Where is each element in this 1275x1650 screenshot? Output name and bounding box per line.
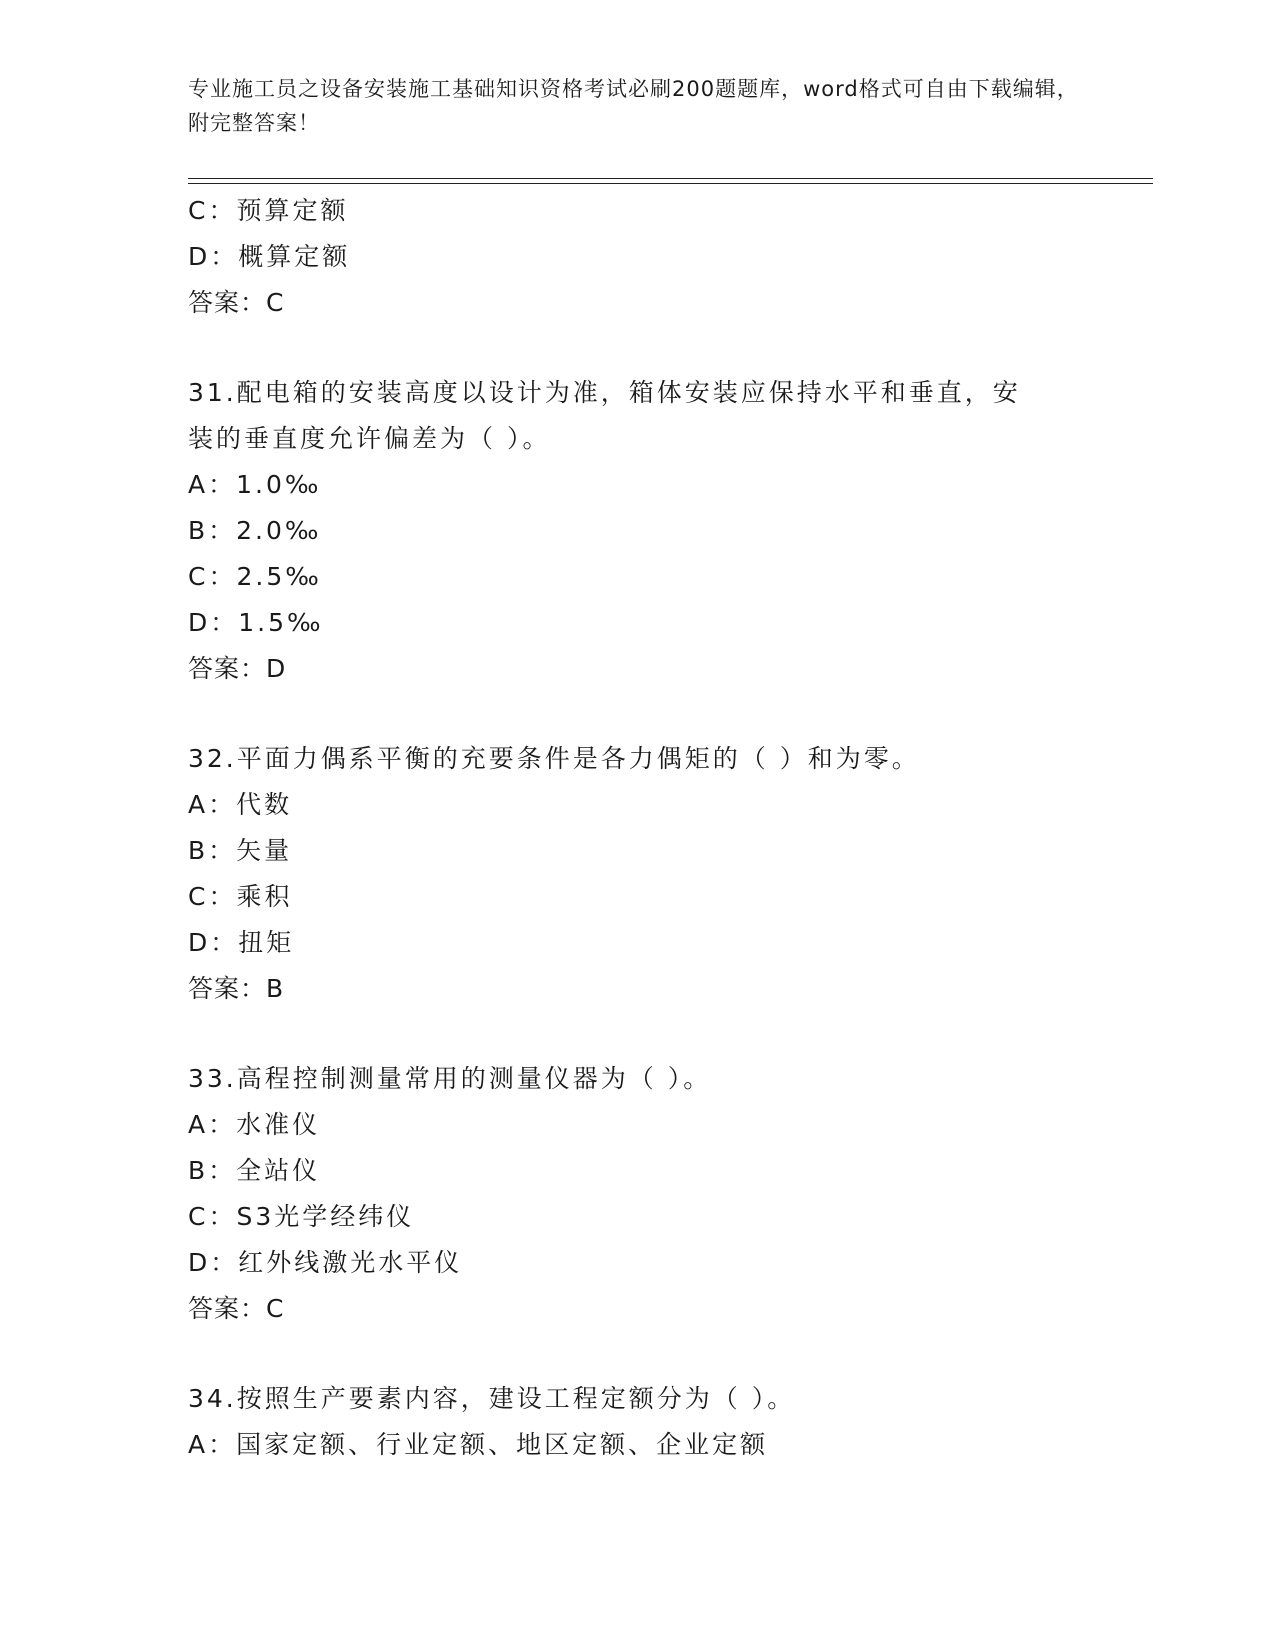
option-key: C： — [188, 562, 237, 591]
header-rule-top — [188, 178, 1153, 179]
option-text: 矢量 — [236, 836, 293, 865]
option-text: 红外线激光水平仪 — [238, 1248, 463, 1277]
option-key: B： — [188, 836, 237, 865]
option-key: C： — [188, 1202, 237, 1231]
option-text: 预算定额 — [236, 196, 349, 225]
option-key: A： — [188, 790, 237, 819]
header-rule-bottom — [188, 183, 1153, 184]
question-stem-32: 32.平面力偶系平衡的充要条件是各力偶矩的（ ）和为零。 — [188, 744, 920, 773]
option-b — [188, 828, 1148, 874]
option-a — [188, 1422, 1148, 1468]
option-text: 扭矩 — [238, 928, 295, 957]
option-key: D： — [188, 242, 239, 271]
option-text: 1.5‰ — [238, 608, 324, 637]
question-stem-33: 33.高程控制测量常用的测量仪器为（ ）。 — [188, 1064, 712, 1093]
option-key: A： — [188, 1110, 237, 1139]
option-b — [188, 508, 1148, 554]
answer-line: 答案：B — [188, 974, 285, 1003]
answer-line: 答案：C — [188, 288, 285, 317]
option-b — [188, 1148, 1148, 1194]
option-d — [188, 234, 1148, 280]
option-text: 2.5‰ — [236, 562, 322, 591]
option-text: 1.0‰ — [236, 470, 322, 499]
option-text: 概算定额 — [238, 242, 351, 271]
answer-line: 答案：C — [188, 1294, 285, 1323]
option-key: A： — [188, 1430, 237, 1459]
option-d — [188, 1240, 1148, 1286]
option-a — [188, 782, 1148, 828]
option-key: C： — [188, 882, 237, 911]
option-key: B： — [188, 1156, 237, 1185]
option-text: 水准仪 — [236, 1110, 321, 1139]
option-key: B： — [188, 516, 237, 545]
option-key: D： — [188, 1248, 239, 1277]
option-d — [188, 600, 1148, 646]
option-key: D： — [188, 928, 239, 957]
option-key: C： — [188, 196, 237, 225]
option-text: 国家定额、行业定额、地区定额、企业定额 — [236, 1430, 769, 1459]
question-stem-31: 31.配电箱的安装高度以设计为准，箱体安装应保持水平和垂直，安装的垂直度允许偏差为（ ）。 — [188, 378, 1021, 453]
document-header: 专业施工员之设备安装施工基础知识资格考试必刷200题题库，word格式可自由下载编辑，附完整答案！ — [188, 77, 1079, 135]
option-key: D： — [188, 608, 239, 637]
question-content — [188, 188, 1148, 1468]
option-c — [188, 188, 1148, 234]
option-text: S3光学经纬仪 — [236, 1202, 415, 1231]
option-a — [188, 1102, 1148, 1148]
option-text: 乘积 — [236, 882, 293, 911]
option-a — [188, 462, 1148, 508]
answer-line: 答案：D — [188, 654, 287, 683]
option-text: 2.0‰ — [236, 516, 322, 545]
option-c — [188, 1194, 1148, 1240]
option-c — [188, 554, 1148, 600]
option-d — [188, 920, 1148, 966]
question-stem-34: 34.按照生产要素内容，建设工程定额分为（ ）。 — [188, 1384, 796, 1413]
option-text: 全站仪 — [236, 1156, 321, 1185]
option-text: 代数 — [236, 790, 293, 819]
option-c — [188, 874, 1148, 920]
option-key: A： — [188, 470, 237, 499]
